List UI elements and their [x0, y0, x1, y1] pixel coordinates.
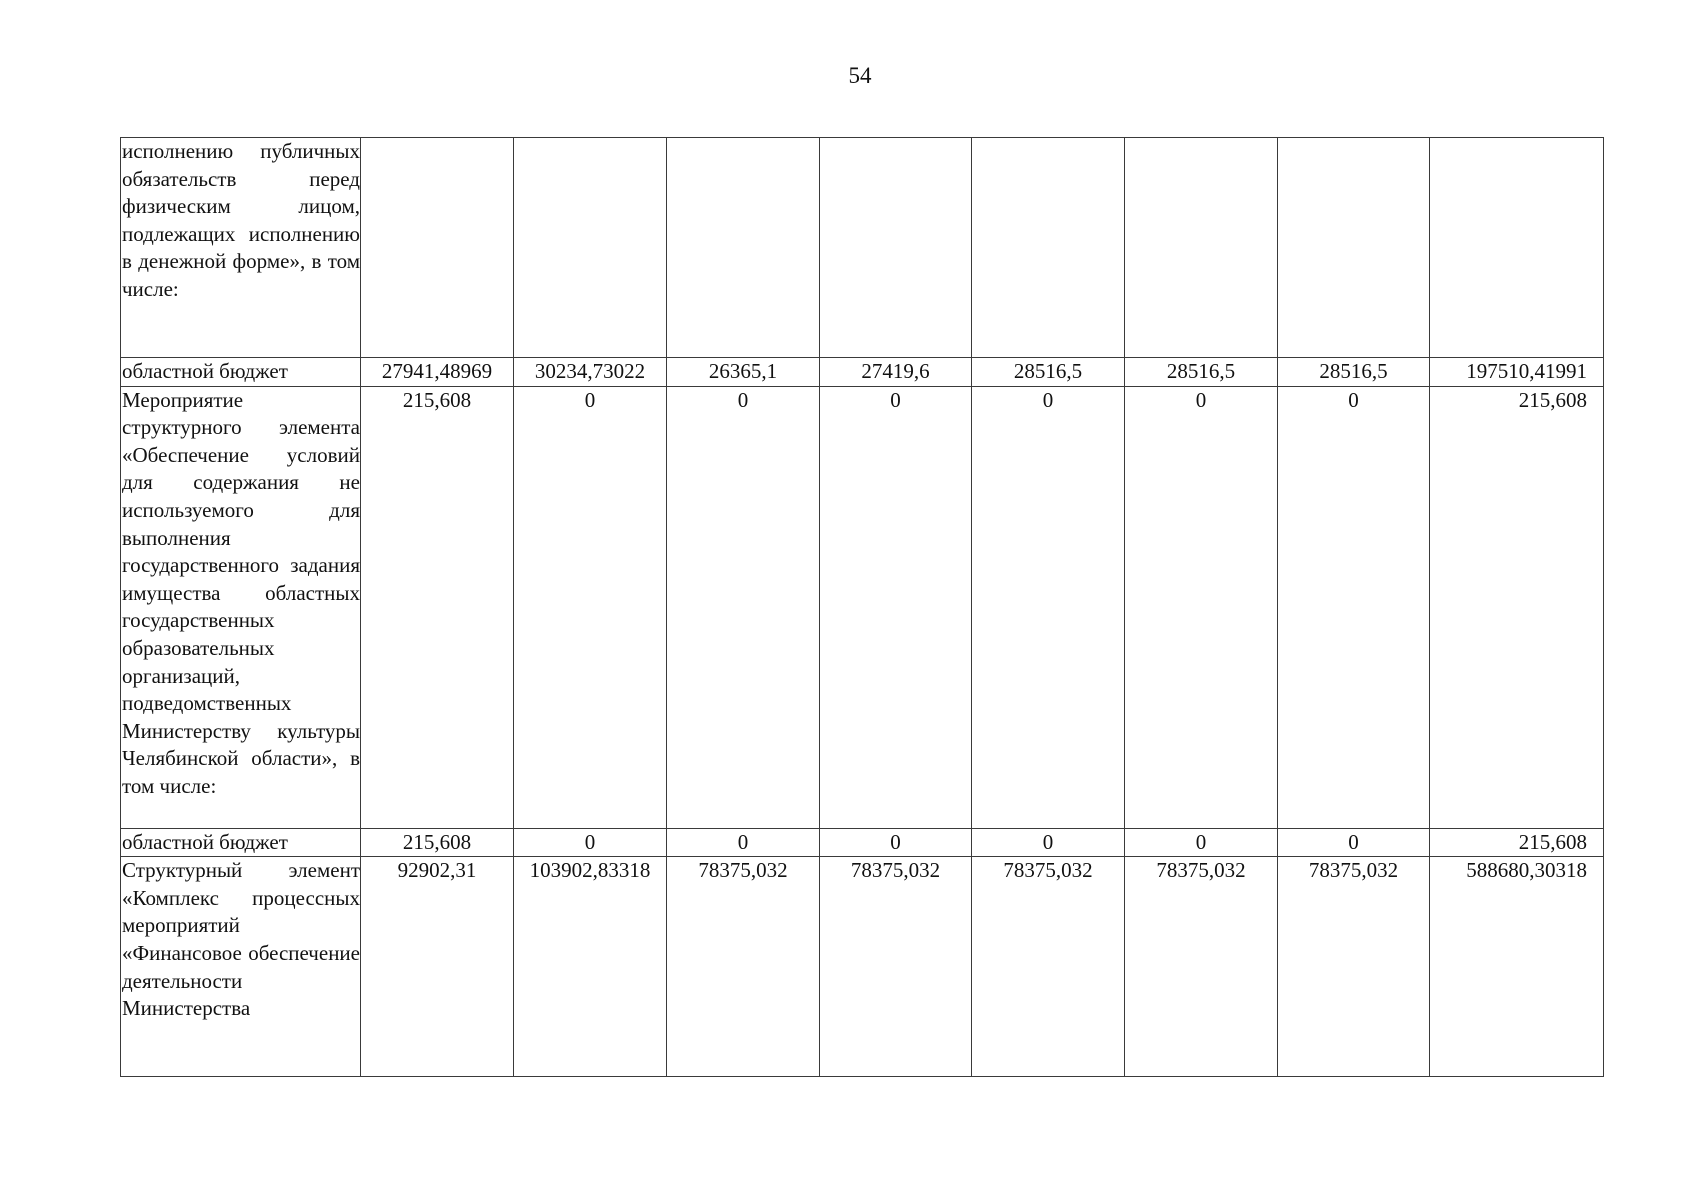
row-label: областной бюджет — [121, 828, 361, 857]
cell-year-4 — [820, 138, 972, 358]
cell-year-2: 0 — [514, 386, 667, 828]
cell-year-2: 30234,73022 — [514, 358, 667, 387]
cell-year-1: 27941,48969 — [361, 358, 514, 387]
cell-year-4: 0 — [820, 828, 972, 857]
table-row — [121, 828, 1604, 857]
cell-year-6 — [1125, 138, 1278, 358]
table-row — [121, 138, 1604, 358]
cell-total: 197510,41991 — [1430, 358, 1604, 387]
cell-total: 588680,30318 — [1430, 857, 1604, 1077]
cell-year-4: 78375,032 — [820, 857, 972, 1077]
cell-year-3 — [667, 138, 820, 358]
cell-year-3: 78375,032 — [667, 857, 820, 1077]
cell-year-2 — [514, 138, 667, 358]
cell-year-5: 0 — [972, 828, 1125, 857]
cell-year-1: 215,608 — [361, 828, 514, 857]
cell-year-1: 215,608 — [361, 386, 514, 828]
cell-year-4: 27419,6 — [820, 358, 972, 387]
cell-total: 215,608 — [1430, 386, 1604, 828]
cell-total — [1430, 138, 1604, 358]
budget-table — [120, 137, 1604, 1077]
page-number: 54 — [848, 63, 872, 88]
cell-year-5: 78375,032 — [972, 857, 1125, 1077]
cell-year-5 — [972, 138, 1125, 358]
cell-year-6: 28516,5 — [1125, 358, 1278, 387]
row-label: исполнению публичных обязательств перед физическим лицом, подлежащих исполнению в денежной форме», в том числе: — [121, 138, 361, 358]
cell-year-5: 28516,5 — [972, 358, 1125, 387]
cell-year-5: 0 — [972, 386, 1125, 828]
cell-year-7 — [1278, 138, 1430, 358]
cell-year-7: 78375,032 — [1278, 857, 1430, 1077]
cell-year-2: 0 — [514, 828, 667, 857]
table-row — [121, 386, 1604, 828]
cell-year-7: 0 — [1278, 828, 1430, 857]
table-row — [121, 857, 1604, 1077]
cell-year-7: 0 — [1278, 386, 1430, 828]
row-label: областной бюджет — [121, 358, 361, 387]
cell-year-4: 0 — [820, 386, 972, 828]
cell-year-6: 0 — [1125, 386, 1278, 828]
table-row — [121, 358, 1604, 387]
cell-year-2: 103902,83318 — [514, 857, 667, 1077]
row-label: Мероприятие структурного элемента «Обеспечение условий для содержания не используемого для выполнения государственного задания имущества областных государственных образовательных организаций, подведомственных Министерству культуры Челябинской области», в том числе: — [121, 386, 361, 828]
cell-year-3: 26365,1 — [667, 358, 820, 387]
row-label: Структурный элемент «Комплекс процессных мероприятий «Финансовое обеспечение деятельности Министерства — [121, 857, 361, 1077]
cell-total: 215,608 — [1430, 828, 1604, 857]
cell-year-1: 92902,31 — [361, 857, 514, 1077]
cell-year-6: 78375,032 — [1125, 857, 1278, 1077]
cell-year-3: 0 — [667, 386, 820, 828]
cell-year-3: 0 — [667, 828, 820, 857]
cell-year-1 — [361, 138, 514, 358]
cell-year-7: 28516,5 — [1278, 358, 1430, 387]
cell-year-6: 0 — [1125, 828, 1278, 857]
